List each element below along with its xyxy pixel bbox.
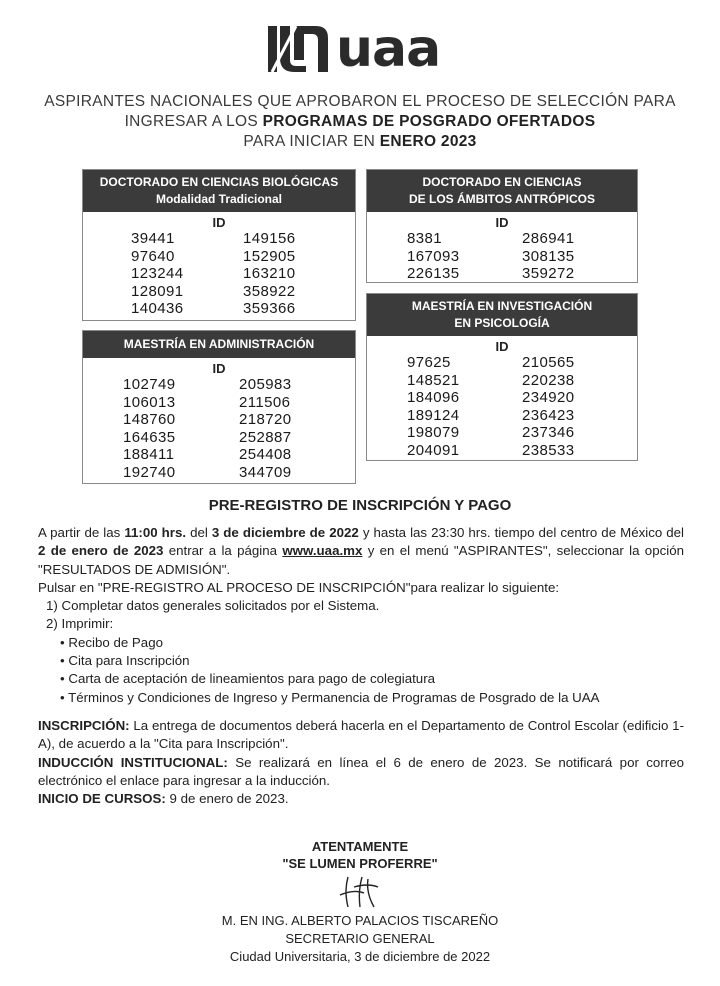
step-1: 1) Completar datos generales solicitados por el Sistema. <box>46 598 380 614</box>
id-list <box>367 354 637 460</box>
id-list <box>83 376 355 482</box>
id-value: 205983 <box>239 376 292 393</box>
id-column-label: ID <box>495 339 509 354</box>
inscripcion-paragraph: INSCRIPCIÓN: La entrega de documentos deberá hacerla en el Departamento de Control Escolar (edificio 1-A), de acuerdo a la "Cita para Inscripción". <box>38 717 684 752</box>
website-link[interactable]: www.uaa.mx <box>282 543 363 559</box>
id-value: 188411 <box>123 446 175 464</box>
uaa-logo <box>266 20 456 78</box>
id-value: 198079 <box>407 424 460 442</box>
id-value: 344709 <box>239 463 292 481</box>
id-value: 97625 <box>407 354 451 371</box>
bullet-item: • Cita para Inscripción <box>38 652 684 670</box>
program-box-doctorado-biologicas <box>82 169 356 321</box>
id-value: 140436 <box>131 300 184 318</box>
id-value: 359272 <box>522 265 575 283</box>
inicio-paragraph: INICIO DE CURSOS: 9 de enero de 2023. <box>38 791 289 807</box>
id-value: 211506 <box>239 393 291 411</box>
id-value: 152905 <box>243 247 296 265</box>
step-2: 2) Imprimir: <box>46 616 114 632</box>
id-value: 148760 <box>123 411 176 429</box>
id-value: 236423 <box>522 406 575 424</box>
id-value: 128091 <box>131 282 184 300</box>
id-value: 8381 <box>407 230 442 247</box>
header-line-3: PARA INICIAR EN ENERO 2023 <box>243 133 477 150</box>
id-value: 286941 <box>522 230 575 247</box>
id-value: 184096 <box>407 389 460 407</box>
closing-text: ATENTAMENTE <box>311 839 409 854</box>
place-date: Ciudad Universitaria, 3 de diciembre de 2022 <box>229 949 491 964</box>
id-list <box>83 230 355 318</box>
id-value: 164635 <box>123 428 176 446</box>
program-title: MAESTRÍA EN INVESTIGACIÓN EN PSICOLOGÍA <box>367 294 637 336</box>
section-title: PRE-REGISTRO DE INSCRIPCIÓN Y PAGO <box>208 497 512 514</box>
header-line-1: ASPIRANTES NACIONALES QUE APROBARON EL PROCESO DE SELECCIÓN PARA <box>44 93 676 110</box>
id-value: 167093 <box>407 247 460 265</box>
header-line-2: INGRESAR A LOS PROGRAMAS DE POSGRADO OFERTADOS <box>124 113 596 130</box>
id-value: 254408 <box>239 446 292 464</box>
announcement-header <box>0 92 720 152</box>
program-box-maestria-administracion <box>82 330 356 484</box>
program-title: MAESTRÍA EN ADMINISTRACIÓN <box>83 331 355 358</box>
instructions-body <box>38 524 684 808</box>
bullet-item: • Términos y Condiciones de Ingreso y Permanencia de Programas de Posgrado de la UAA <box>38 689 684 707</box>
program-box-doctorado-antropicos <box>366 169 638 283</box>
id-value: 192740 <box>123 463 176 481</box>
id-value: 210565 <box>522 354 575 371</box>
id-value: 252887 <box>239 428 292 446</box>
intro-paragraph: A partir de las 11:00 hrs. del 3 de diciembre de 2022 y hasta las 23:30 hrs. tiempo del centro de México del 2 de enero de 2023 entrar a la página www.uaa.mx y en el menú "ASPIRANTES", seleccionar la opción "RESULTADOS DE ADMISIÓN". <box>38 525 685 577</box>
bullet-item: • Recibo de Pago <box>38 634 684 652</box>
id-value: 238533 <box>522 441 575 459</box>
program-box-maestria-psicologia <box>366 293 638 461</box>
id-value: 39441 <box>131 230 175 247</box>
motto-text: "SE LUMEN PROFERRE" <box>282 856 438 871</box>
id-value: 220238 <box>522 371 575 389</box>
id-value: 163210 <box>243 265 296 283</box>
id-value: 359366 <box>243 300 296 318</box>
id-value: 102749 <box>123 376 176 393</box>
id-value: 226135 <box>407 265 460 283</box>
bullet-item: • Carta de aceptación de lineamientos para pago de colegiatura <box>38 670 684 688</box>
id-value: 204091 <box>407 441 460 459</box>
program-title: DOCTORADO EN CIENCIAS DE LOS ÁMBITOS ANTRÓPICOS <box>367 170 637 212</box>
id-value: 149156 <box>243 230 296 247</box>
logo-wordmark: uaa <box>336 19 441 79</box>
id-list <box>367 230 637 283</box>
signatory-role: SECRETARIO GENERAL <box>285 931 435 946</box>
id-value: 237346 <box>522 424 575 442</box>
id-column-label: ID <box>212 361 226 376</box>
induccion-paragraph: INDUCCIÓN INSTITUCIONAL: Se realizará en línea el 6 de enero de 2023. Se notificará por correo electrónico el enlace para ingresar a la inducción. <box>38 754 684 788</box>
id-value: 308135 <box>522 247 575 265</box>
id-value: 358922 <box>243 282 296 300</box>
signature-block <box>0 838 720 966</box>
program-title: DOCTORADO EN CIENCIAS BIOLÓGICAS Modalidad Tradicional <box>83 170 355 212</box>
id-value: 218720 <box>239 411 292 429</box>
id-value: 97640 <box>131 247 175 265</box>
id-value: 106013 <box>123 393 176 411</box>
signatory-name: M. EN ING. ALBERTO PALACIOS TISCAREÑO <box>221 913 499 928</box>
pre-registro-instruction: Pulsar en "PRE-REGISTRO AL PROCESO DE INSCRIPCIÓN"para realizar lo siguiente: <box>38 579 560 595</box>
uaa-emblem-icon <box>266 20 330 78</box>
id-column-label: ID <box>495 215 509 230</box>
id-value: 123244 <box>131 265 184 283</box>
handwritten-signature <box>0 872 720 912</box>
id-value: 234920 <box>522 389 575 407</box>
id-value: 189124 <box>407 406 460 424</box>
id-value: 148521 <box>407 371 460 389</box>
id-column-label: ID <box>212 215 226 230</box>
